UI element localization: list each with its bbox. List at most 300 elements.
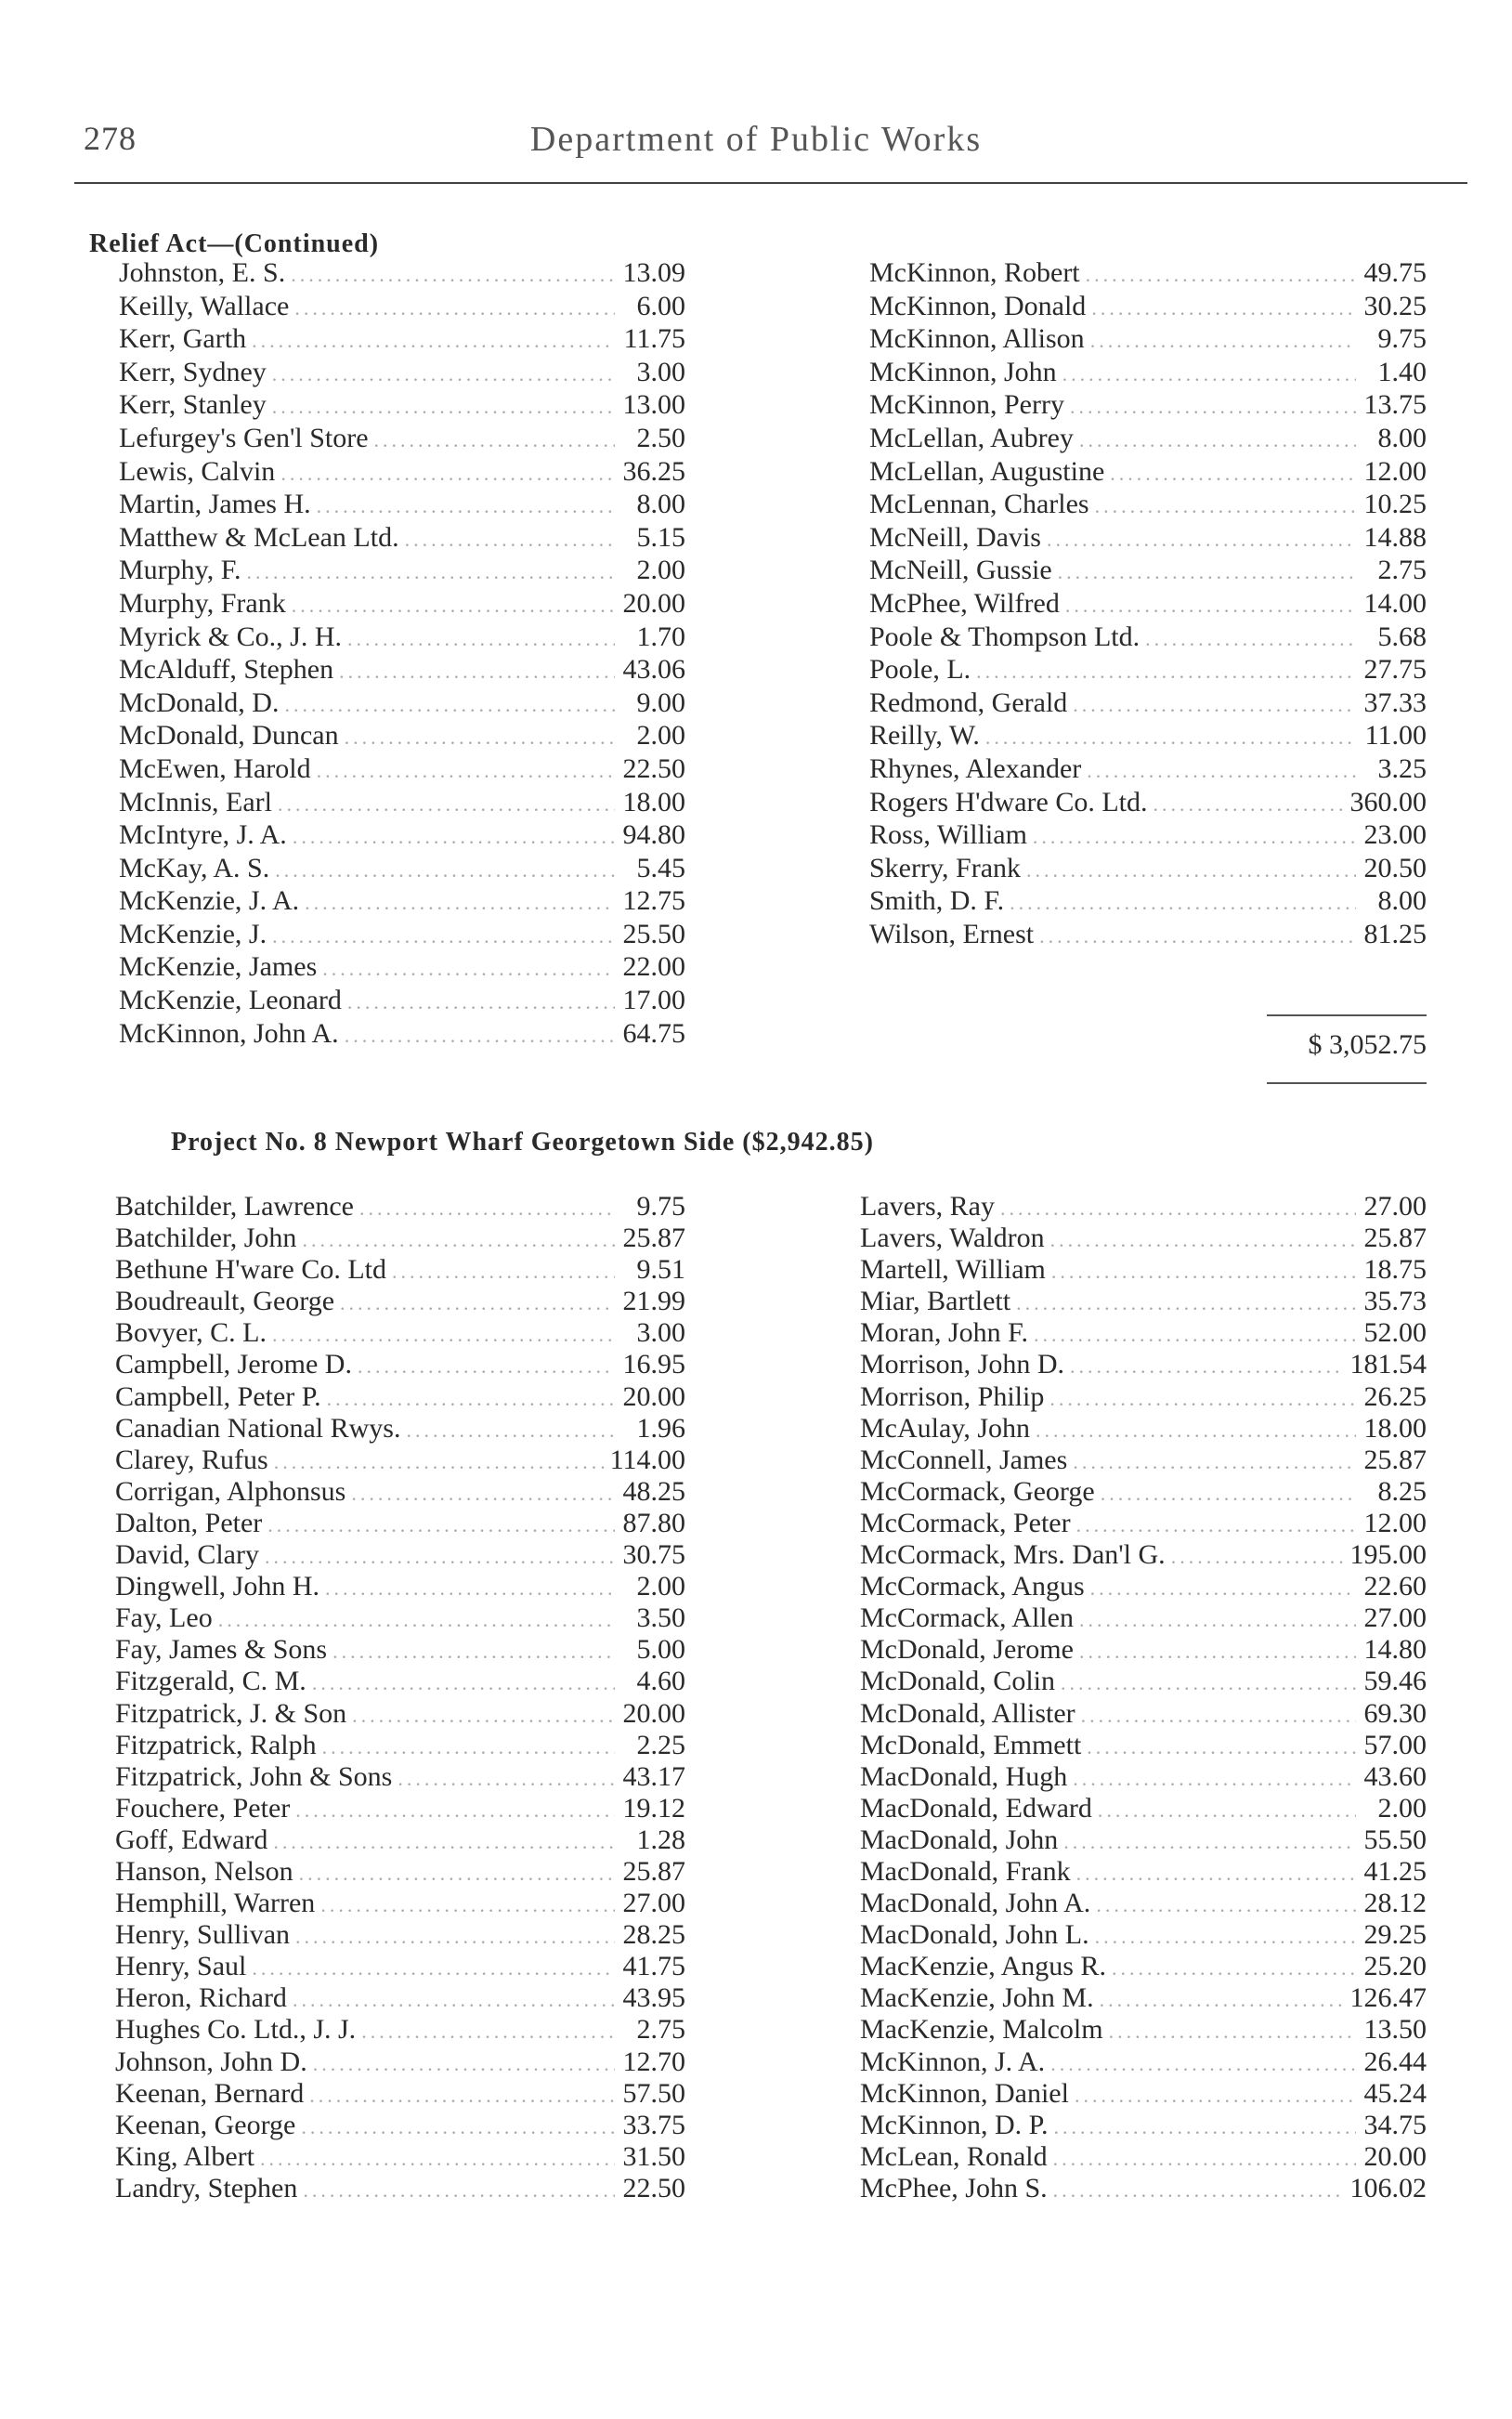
dot-leader xyxy=(1154,788,1345,819)
entry-amount: 35.73 xyxy=(1363,1286,1427,1317)
entry-name: Henry, Saul xyxy=(115,1951,247,1982)
entry-amount: 3.25 xyxy=(1377,752,1427,784)
dot-leader xyxy=(313,2048,615,2078)
entry-amount: 195.00 xyxy=(1349,1539,1427,1571)
list-item xyxy=(115,2173,685,2204)
entry-name: Ross, William xyxy=(869,819,1027,851)
dot-leader xyxy=(347,622,615,654)
entry-amount: 5.15 xyxy=(636,521,685,553)
entry-name: Miar, Bartlett xyxy=(860,1286,1011,1317)
list-item xyxy=(860,1254,1427,1286)
dot-leader xyxy=(1016,1288,1356,1317)
list-item xyxy=(860,2141,1427,2173)
entry-name: MacDonald, Hugh xyxy=(860,1760,1068,1792)
entry-amount: 30.25 xyxy=(1363,290,1427,321)
list-item xyxy=(119,621,685,654)
entry-amount: 94.80 xyxy=(622,819,685,851)
list-item xyxy=(119,488,685,521)
entry-amount: 5.45 xyxy=(636,852,685,883)
list-item xyxy=(869,356,1427,389)
list-item xyxy=(869,918,1427,951)
entry-amount: 69.30 xyxy=(1363,1697,1427,1729)
entry-amount: 43.60 xyxy=(1363,1760,1427,1792)
entry-amount: 9.00 xyxy=(636,686,685,718)
entry-amount: 48.25 xyxy=(622,1475,685,1507)
dot-leader xyxy=(252,1953,615,1982)
entry-name: Kerr, Sydney xyxy=(119,356,267,387)
list-item xyxy=(860,1793,1427,1824)
list-item xyxy=(860,1539,1427,1571)
entry-amount: 19.12 xyxy=(622,1792,685,1824)
list-item xyxy=(860,1634,1427,1666)
entry-amount: 8.25 xyxy=(1377,1475,1427,1507)
entry-name: Myrick & Co., J. H. xyxy=(119,621,342,652)
dot-leader xyxy=(303,2175,615,2204)
dot-leader xyxy=(1087,754,1356,786)
list-item xyxy=(860,1381,1427,1413)
list-item xyxy=(860,1191,1427,1223)
entry-amount: 25.87 xyxy=(1363,1444,1427,1475)
entry-name: Keenan, George xyxy=(115,2109,296,2140)
entry-amount: 2.50 xyxy=(636,422,685,453)
entry-name: Hemphill, Warren xyxy=(115,1888,316,1919)
entry-amount: 25.87 xyxy=(622,1223,685,1254)
list-item xyxy=(860,1286,1427,1317)
entry-amount: 3.00 xyxy=(636,356,685,387)
dot-leader xyxy=(1039,920,1356,951)
list-item xyxy=(869,653,1427,686)
dot-leader xyxy=(339,655,615,686)
dot-leader xyxy=(361,2016,615,2046)
list-item xyxy=(115,1223,685,1254)
entry-amount: 2.00 xyxy=(636,555,685,586)
dot-leader xyxy=(351,1478,615,1508)
dot-leader xyxy=(274,1446,605,1476)
list-item xyxy=(860,1951,1427,1982)
list-item xyxy=(869,752,1427,786)
list-item xyxy=(869,256,1427,290)
entry-name: Fitzgerald, C. M. xyxy=(115,1666,306,1697)
dot-leader xyxy=(1075,2080,1356,2110)
entry-amount: 9.75 xyxy=(1377,323,1427,355)
list-item xyxy=(115,1951,685,1982)
entry-amount: 13.50 xyxy=(1363,2014,1427,2046)
list-item xyxy=(115,1476,685,1508)
list-item xyxy=(115,1634,685,1666)
list-item xyxy=(119,554,685,587)
entry-name: Fouchere, Peter xyxy=(115,1792,291,1824)
entry-amount: 18.00 xyxy=(1363,1412,1427,1444)
entry-amount: 28.12 xyxy=(1363,1888,1427,1919)
entry-name: MacKenzie, John M. xyxy=(860,1982,1094,2014)
entry-name: Martin, James H. xyxy=(119,489,311,520)
dot-leader xyxy=(293,1984,615,2014)
entry-amount: 29.25 xyxy=(1363,1919,1427,1951)
dot-leader xyxy=(1081,1700,1356,1730)
entry-amount: 64.75 xyxy=(622,1017,685,1049)
dot-leader xyxy=(406,1415,615,1445)
entry-amount: 57.00 xyxy=(1363,1729,1427,1760)
total-rule xyxy=(1267,1082,1427,1084)
dot-leader xyxy=(1076,1510,1356,1539)
entry-amount: 25.87 xyxy=(622,1855,685,1887)
entry-name: McDonald, Jerome xyxy=(860,1634,1074,1666)
dot-leader xyxy=(1036,1415,1356,1445)
entry-amount: 81.25 xyxy=(1363,918,1427,949)
list-item xyxy=(869,388,1427,422)
list-item xyxy=(869,455,1427,489)
list-item xyxy=(115,1381,685,1413)
entry-name: McDonald, Duncan xyxy=(119,720,339,752)
list-item xyxy=(860,2110,1427,2141)
dot-leader xyxy=(272,920,615,951)
entry-name: Fay, James & Sons xyxy=(115,1634,328,1666)
entry-amount: 14.80 xyxy=(1363,1634,1427,1666)
list-item xyxy=(119,719,685,752)
entry-name: Johnston, E. S. xyxy=(119,257,286,288)
dot-leader xyxy=(295,1795,615,1824)
dot-leader xyxy=(302,1224,615,1254)
list-item xyxy=(115,1761,685,1793)
list-item xyxy=(860,1698,1427,1730)
entry-amount: 23.00 xyxy=(1363,819,1427,851)
dot-leader xyxy=(1079,1604,1356,1634)
dot-leader xyxy=(1073,688,1356,720)
dot-leader xyxy=(312,1667,615,1697)
dot-leader xyxy=(265,1541,615,1571)
dot-leader xyxy=(309,2080,615,2110)
list-item xyxy=(860,1571,1427,1602)
list-item xyxy=(115,1982,685,2014)
dot-leader xyxy=(1100,1984,1345,2014)
entry-name: Hughes Co. Ltd., J. J. xyxy=(115,2014,357,2046)
entry-name: Bethune H'ware Co. Ltd xyxy=(115,1254,387,1286)
entry-amount: 106.02 xyxy=(1349,2172,1427,2203)
dot-leader xyxy=(218,1604,615,1634)
dot-leader xyxy=(1065,589,1356,621)
dot-leader xyxy=(1090,324,1356,356)
entry-name: MacDonald, Edward xyxy=(860,1792,1092,1824)
list-item xyxy=(115,1824,685,1856)
entry-amount: 41.75 xyxy=(622,1951,685,1982)
entry-name: Rhynes, Alexander xyxy=(869,752,1082,784)
list-item xyxy=(869,852,1427,885)
dot-leader xyxy=(272,390,615,422)
entry-name: Boudreault, George xyxy=(115,1286,335,1317)
list-item xyxy=(860,1856,1427,1888)
dot-leader xyxy=(1079,424,1356,455)
entry-amount: 8.00 xyxy=(636,489,685,520)
entry-amount: 55.50 xyxy=(1363,1824,1427,1855)
list-item xyxy=(115,1413,685,1445)
entry-name: Martell, William xyxy=(860,1254,1046,1286)
list-item xyxy=(860,1349,1427,1380)
entry-amount: 57.50 xyxy=(622,2077,685,2109)
entry-name: McEwen, Harold xyxy=(119,752,311,784)
entry-amount: 13.09 xyxy=(622,257,685,288)
list-item xyxy=(119,686,685,720)
entry-name: McKinnon, D. P. xyxy=(860,2109,1049,2140)
entry-amount: 2.75 xyxy=(1377,555,1427,586)
dot-leader xyxy=(1026,854,1356,885)
entry-name: McCormack, Allen xyxy=(860,1602,1074,1634)
entry-amount: 30.75 xyxy=(622,1539,685,1571)
list-item xyxy=(115,1919,685,1951)
entry-amount: 10.25 xyxy=(1363,489,1427,520)
dot-leader xyxy=(392,1256,615,1286)
dot-leader xyxy=(322,1732,615,1761)
dot-leader xyxy=(1096,1889,1356,1919)
section-total: $ 3,052.75 xyxy=(1308,1029,1427,1060)
entry-name: McDonald, D. xyxy=(119,686,280,718)
entry-amount: 45.24 xyxy=(1363,2077,1427,2109)
entry-name: McLennan, Charles xyxy=(869,489,1089,520)
list-item xyxy=(119,388,685,422)
entry-name: Morrison, John D. xyxy=(860,1349,1065,1380)
dot-leader xyxy=(1145,622,1356,654)
entry-amount: 27.00 xyxy=(622,1888,685,1919)
entry-amount: 9.75 xyxy=(636,1191,685,1222)
list-item xyxy=(115,1445,685,1476)
dot-leader xyxy=(272,1319,615,1349)
dot-leader xyxy=(1090,1573,1356,1602)
list-item xyxy=(869,818,1427,852)
dot-leader xyxy=(1098,1795,1356,1824)
dot-leader xyxy=(976,655,1356,686)
entry-amount: 1.70 xyxy=(636,621,685,652)
list-item xyxy=(115,1888,685,1919)
dot-leader xyxy=(374,424,615,455)
list-item xyxy=(119,653,685,686)
list-item xyxy=(119,818,685,852)
list-item xyxy=(119,884,685,918)
list-item xyxy=(115,1254,685,1286)
dot-leader xyxy=(1110,457,1356,489)
entry-name: Campbell, Peter P. xyxy=(115,1380,321,1412)
list-item xyxy=(119,786,685,819)
entry-column-right xyxy=(869,256,1427,950)
entry-name: Reilly, W. xyxy=(869,720,980,752)
dot-leader xyxy=(1091,292,1356,323)
entry-amount: 12.70 xyxy=(622,2046,685,2077)
entry-name: Fitzpatrick, J. & Son xyxy=(115,1697,347,1729)
list-item xyxy=(115,1191,685,1223)
list-item xyxy=(860,1666,1427,1697)
list-item xyxy=(869,884,1427,918)
list-item xyxy=(860,1919,1427,1951)
entry-name: Lavers, Ray xyxy=(860,1191,995,1222)
entry-name: Skerry, Frank xyxy=(869,852,1022,883)
dot-leader xyxy=(1050,2048,1356,2078)
dot-leader xyxy=(293,820,615,852)
dot-leader xyxy=(299,1858,615,1888)
dot-leader xyxy=(295,1921,615,1951)
list-item xyxy=(860,1888,1427,1919)
list-item xyxy=(119,752,685,786)
list-item xyxy=(869,686,1427,720)
list-item xyxy=(860,1730,1427,1761)
list-item xyxy=(115,1286,685,1317)
dot-leader xyxy=(1070,1351,1344,1380)
dot-leader xyxy=(1000,1193,1356,1223)
section-title: Project No. 8 Newport Wharf Georgetown Side ($2,942.85) xyxy=(171,1128,874,1157)
list-item xyxy=(860,2173,1427,2204)
entry-amount: 181.54 xyxy=(1349,1349,1427,1380)
section-title: Relief Act—(Continued) xyxy=(89,229,380,258)
entry-name: McInnis, Earl xyxy=(119,786,272,817)
dot-leader xyxy=(1058,556,1356,587)
entry-name: Johnson, John D. xyxy=(115,2046,307,2077)
entry-amount: 14.88 xyxy=(1363,521,1427,553)
header-rule xyxy=(74,182,1467,184)
entry-name: Murphy, Frank xyxy=(119,587,286,619)
dot-leader xyxy=(317,754,615,786)
entry-name: Hanson, Nelson xyxy=(115,1855,293,1887)
dot-leader xyxy=(325,1573,615,1602)
entry-amount: 27.00 xyxy=(1363,1602,1427,1634)
entry-name: Moran, John F. xyxy=(860,1317,1028,1349)
dot-leader xyxy=(1073,1763,1356,1793)
list-item xyxy=(119,587,685,621)
entry-name: Rogers H'dware Co. Ltd. xyxy=(869,786,1148,817)
entry-name: McNeill, Davis xyxy=(869,521,1041,553)
dot-leader xyxy=(1095,490,1356,521)
dot-leader xyxy=(327,1383,615,1413)
dot-leader xyxy=(332,1636,615,1666)
entry-name: Bovyer, C. L. xyxy=(115,1317,267,1349)
entry-amount: 25.87 xyxy=(1363,1223,1427,1254)
entry-amount: 2.25 xyxy=(636,1729,685,1760)
list-item xyxy=(869,290,1427,323)
list-item xyxy=(115,1571,685,1602)
list-item xyxy=(119,422,685,455)
entry-amount: 34.75 xyxy=(1363,2109,1427,2140)
entry-name: Henry, Sullivan xyxy=(115,1919,291,1951)
list-item xyxy=(869,554,1427,587)
entry-amount: 59.46 xyxy=(1363,1666,1427,1697)
dot-leader xyxy=(359,1193,615,1223)
entry-name: McNeill, Gussie xyxy=(869,555,1052,586)
entry-column-right xyxy=(860,1191,1427,2204)
entry-name: Murphy, F. xyxy=(119,555,241,586)
entry-amount: 25.20 xyxy=(1363,1951,1427,1982)
list-item xyxy=(869,621,1427,654)
entry-amount: 28.25 xyxy=(622,1919,685,1951)
list-item xyxy=(860,1223,1427,1254)
entry-name: McLellan, Aubrey xyxy=(869,422,1074,453)
dot-leader xyxy=(278,788,615,819)
entry-amount: 11.00 xyxy=(1364,720,1427,752)
list-item xyxy=(115,2046,685,2078)
entry-name: McAlduff, Stephen xyxy=(119,654,334,686)
list-item xyxy=(860,1476,1427,1508)
list-item xyxy=(860,1824,1427,1856)
entry-amount: 126.47 xyxy=(1349,1982,1427,2014)
list-item xyxy=(115,1602,685,1634)
dot-leader xyxy=(347,986,615,1017)
entry-name: David, Clary xyxy=(115,1539,259,1571)
dot-leader xyxy=(1171,1541,1345,1571)
entry-amount: 2.00 xyxy=(636,720,685,752)
entry-name: Keilly, Wallace xyxy=(119,290,290,321)
entry-amount: 1.28 xyxy=(636,1824,685,1855)
list-item xyxy=(115,2078,685,2110)
entry-amount: 12.75 xyxy=(622,885,685,917)
entry-name: Kerr, Stanley xyxy=(119,389,267,421)
entry-amount: 43.95 xyxy=(622,1982,685,2014)
list-item xyxy=(119,356,685,389)
page-number: 278 xyxy=(84,120,137,157)
dot-leader xyxy=(317,490,615,521)
entry-name: McPhee, Wilfred xyxy=(869,587,1060,619)
entry-name: Lefurgey's Gen'l Store xyxy=(119,422,369,453)
list-item xyxy=(869,488,1427,521)
entry-name: Fitzpatrick, John & Sons xyxy=(115,1760,393,1792)
entry-amount: 20.50 xyxy=(1363,852,1427,883)
entry-amount: 6.00 xyxy=(636,290,685,321)
entry-amount: 20.00 xyxy=(1363,2140,1427,2172)
list-item xyxy=(115,1666,685,1697)
entry-name: Corrigan, Alphonsus xyxy=(115,1475,346,1507)
entry-amount: 5.00 xyxy=(636,1634,685,1666)
dot-leader xyxy=(252,324,615,356)
dot-leader xyxy=(301,2112,615,2141)
entry-amount: 41.25 xyxy=(1363,1855,1427,1887)
dot-leader xyxy=(305,886,615,918)
dot-leader xyxy=(1095,1921,1356,1951)
dot-leader xyxy=(284,688,615,720)
entry-name: Smith, D. F. xyxy=(869,885,1005,917)
entry-amount: 360.00 xyxy=(1349,786,1427,817)
list-item xyxy=(115,1730,685,1761)
entry-name: Clarey, Rufus xyxy=(115,1444,268,1475)
entry-name: MacKenzie, Malcolm xyxy=(860,2014,1103,2046)
dot-leader xyxy=(340,1288,615,1317)
entry-name: Fay, Leo xyxy=(115,1602,213,1634)
list-item xyxy=(869,422,1427,455)
dot-leader xyxy=(1047,523,1356,555)
dot-leader xyxy=(267,1510,615,1539)
entry-name: McDonald, Colin xyxy=(860,1666,1055,1697)
dot-leader xyxy=(1086,258,1356,290)
entry-amount: 16.95 xyxy=(622,1349,685,1380)
dot-leader xyxy=(1109,2016,1356,2046)
entry-amount: 8.00 xyxy=(1377,885,1427,917)
entry-amount: 1.40 xyxy=(1377,356,1427,387)
dot-leader xyxy=(1053,2175,1345,2204)
dot-leader xyxy=(1054,2112,1356,2141)
entry-name: Wilson, Ernest xyxy=(869,918,1035,949)
entry-amount: 27.00 xyxy=(1363,1191,1427,1222)
entry-amount: 33.75 xyxy=(622,2109,685,2140)
dot-leader xyxy=(1112,1953,1356,1982)
list-item xyxy=(119,852,685,885)
entry-amount: 20.00 xyxy=(622,1697,685,1729)
entry-name: McKay, A. S. xyxy=(119,852,270,883)
entry-name: MacDonald, John A. xyxy=(860,1888,1091,1919)
entry-amount: 18.00 xyxy=(622,786,685,817)
list-item xyxy=(119,521,685,555)
entry-amount: 2.00 xyxy=(636,1571,685,1602)
entry-name: Dingwell, John H. xyxy=(115,1571,319,1602)
entry-amount: 5.68 xyxy=(1377,621,1427,652)
dot-leader xyxy=(294,292,615,323)
entry-name: Keenan, Bernard xyxy=(115,2077,305,2109)
entry-name: Redmond, Gerald xyxy=(869,686,1068,718)
entry-name: Batchilder, Lawrence xyxy=(115,1191,354,1222)
entry-amount: 22.00 xyxy=(622,951,685,983)
entry-name: McKenzie, J. A. xyxy=(119,885,300,917)
